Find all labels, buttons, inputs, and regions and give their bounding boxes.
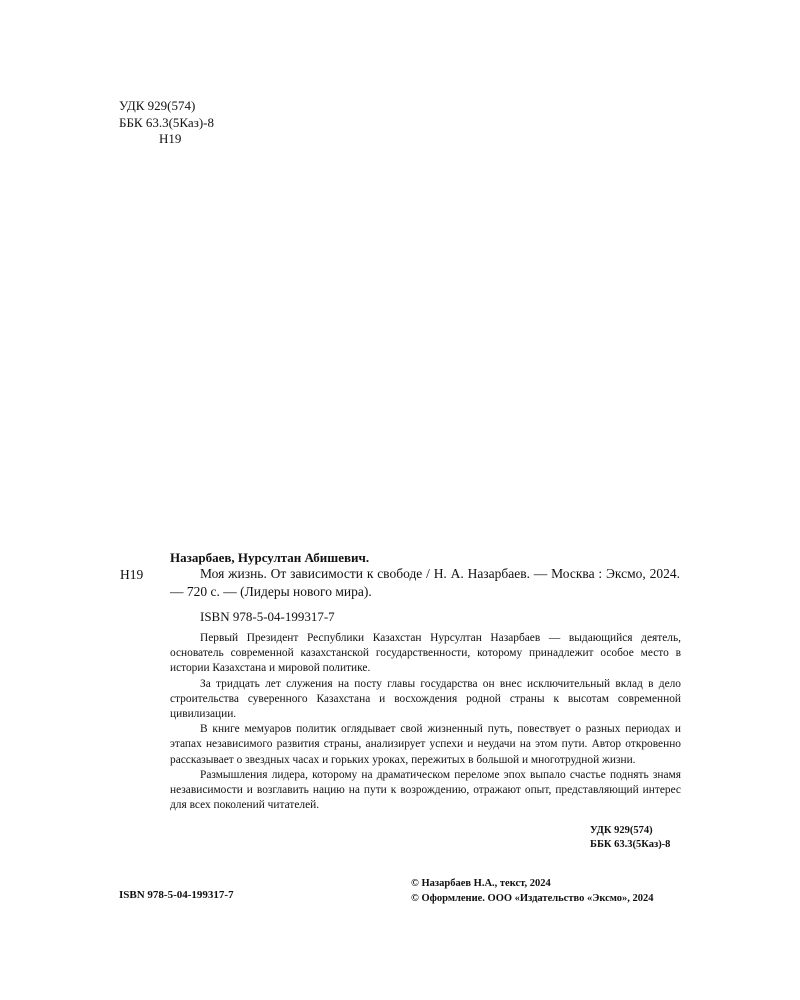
copyright-block (411, 876, 654, 906)
udk-code-bottom: УДК 929(574) (590, 825, 653, 836)
annotation-paragraph: За тридцать лет служения на посту главы государства он внес исключительный вклад в дело строительства суверенного Казахстана и восхождения родной страны к высотам современной цивилизации. (170, 677, 681, 721)
author-mark: Н19 (159, 131, 182, 146)
copyright-design: © Оформление. ООО «Издательство «Эксмо», 2024 (411, 893, 654, 904)
isbn-bottom: ISBN 978-5-04-199317-7 (119, 889, 234, 901)
annotation-paragraph: Первый Президент Республики Казахстан Нурсултан Назарбаев — выдающийся деятель, основатель современной казахстанской государственности, которому принадлежит особое место в истории Казахстана и мировой политике. (170, 632, 681, 675)
annotation-paragraph: В книге мемуаров политик оглядывает свой жизненный путь, повествует о разных периодах и этапах независимого развития страны, анализирует успехи и неудачи на этом пути. Автор откровенно рассказывает о звездных часах и горьких уроках, пережитых в большой и многотрудной жизни. (170, 723, 681, 766)
bottom-classification-codes (590, 824, 670, 852)
top-classification-codes (119, 98, 214, 148)
card-author-mark: Н19 (120, 567, 144, 582)
bbk-code-bottom: ББК 63.3(5Каз)-8 (590, 839, 671, 850)
copyright-text: © Назарбаев Н.А., текст, 2024 (411, 878, 551, 889)
book-annotation (170, 631, 681, 813)
annotation-paragraph: Размышления лидера, которому на драматическом переломе эпох выпало счастье поднять знамя независимости и возглавить нацию на пути к возрождению, отражают опыт, представляющий интерес для всех поколений читателей. (170, 768, 681, 812)
card-isbn: ISBN 978-5-04-199317-7 (200, 609, 335, 624)
bbk-code: ББК 63.3(5Каз)-8 (119, 114, 214, 130)
udk-code: УДК 929(574) (119, 98, 196, 113)
card-title-line: Моя жизнь. От зависимости к свободе / Н. А. Назарбаев. — Москва : Эксмо, 2024. — 720 с. — (Лидеры нового мира). (170, 566, 680, 599)
card-author: Назарбаев, Нурсултан Абишевич. (170, 550, 370, 565)
